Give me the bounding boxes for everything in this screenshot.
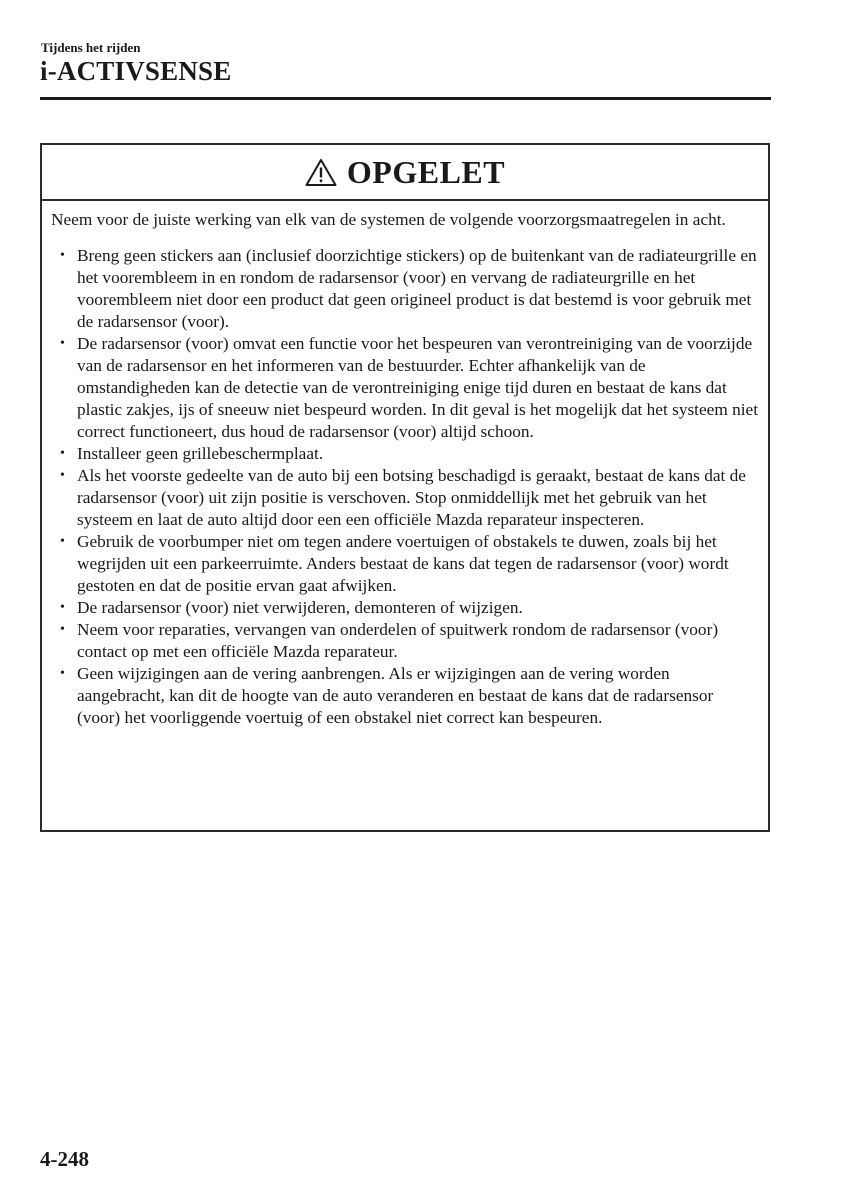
list-item [51, 597, 758, 619]
caution-list [51, 245, 758, 729]
warning-triangle-icon [305, 158, 337, 187]
list-item-text: Installeer geen grillebeschermplaat. [77, 444, 324, 463]
page-title: i-ACTIVSENSE [40, 56, 232, 86]
list-item [51, 619, 758, 663]
section-label: Tijdens het rijden [41, 40, 141, 55]
list-item-text: Gebruik de voorbumper niet om tegen andere voertuigen of obstakels te duwen, zoals bij het wegrijden uit een parkeerruimte. Anders bestaat de kans dat tegen de radarsensor (voor) wordt gestoten en dat de positie ervan gaat afwijken. [77, 532, 729, 595]
page-number: 4-248 [40, 1147, 89, 1171]
list-item [51, 333, 758, 443]
list-item [51, 245, 758, 333]
list-item [51, 531, 758, 597]
caution-body [42, 201, 768, 729]
list-item-text: Neem voor reparaties, vervangen van onderdelen of spuitwerk rondom de radarsensor (voor) contact op met een officiële Mazda reparateur. [77, 620, 719, 661]
caution-intro: Neem voor de juiste werking van elk van de systemen de volgende voorzorgsmaatregelen in acht. [51, 210, 726, 229]
bullet-icon: • [60, 446, 65, 461]
list-item-text: De radarsensor (voor) niet verwijderen, demonteren of wijzigen. [77, 598, 523, 617]
bullet-icon: • [60, 600, 65, 615]
bullet-icon: • [60, 468, 65, 483]
bullet-icon: • [60, 666, 65, 681]
bullet-icon: • [60, 534, 65, 549]
list-item-text: Breng geen stickers aan (inclusief doorzichtige stickers) op de buitenkant van de radiateurgrille en het voorembleem in en rondom de radarsensor (voor) en vervang de radiateurgrille en het voorembleem niet door een product dat geen origineel product is dat bestemd is voor gebruik met de radarsensor (voor). [77, 246, 757, 331]
bullet-icon: • [60, 622, 65, 637]
list-item-text: Geen wijzigingen aan de vering aanbrengen. Als er wijzigingen aan de vering worden aangebracht, kan dit de hoogte van de auto veranderen en bestaat de kans dat de radarsensor (voor) het voorliggende voertuig of een obstakel niet correct kan bespeuren. [77, 664, 714, 727]
bullet-icon: • [60, 336, 65, 351]
list-item-text: Als het voorste gedeelte van de auto bij een botsing beschadigd is geraakt, bestaat de kans dat de radarsensor (voor) uit zijn positie is verschoven. Stop onmiddellijk met het gebruik van het systeem en laat de auto altijd door een een officiële Mazda reparateur inspecteren. [77, 466, 746, 529]
header-divider [40, 97, 771, 100]
list-item [51, 443, 758, 465]
bullet-icon: • [60, 248, 65, 263]
caution-box [40, 143, 770, 832]
list-item [51, 465, 758, 531]
caution-title: OPGELET [346, 154, 506, 190]
list-item-text: De radarsensor (voor) omvat een functie voor het bespeuren van verontreiniging van de voorzijde van de radarsensor en het informeren van de bestuurder. Echter afhankelijk van de omstandigheden kan de detectie van de verontreiniging enige tijd duren en bestaat de kans dat plastic zakjes, ijs of sneeuw niet bespeurd worden. In dit geval is het mogelijk dat het systeem niet correct functioneert, dus houd de radarsensor (voor) altijd schoon. [77, 334, 758, 441]
caution-header [42, 145, 768, 201]
list-item [51, 663, 758, 729]
